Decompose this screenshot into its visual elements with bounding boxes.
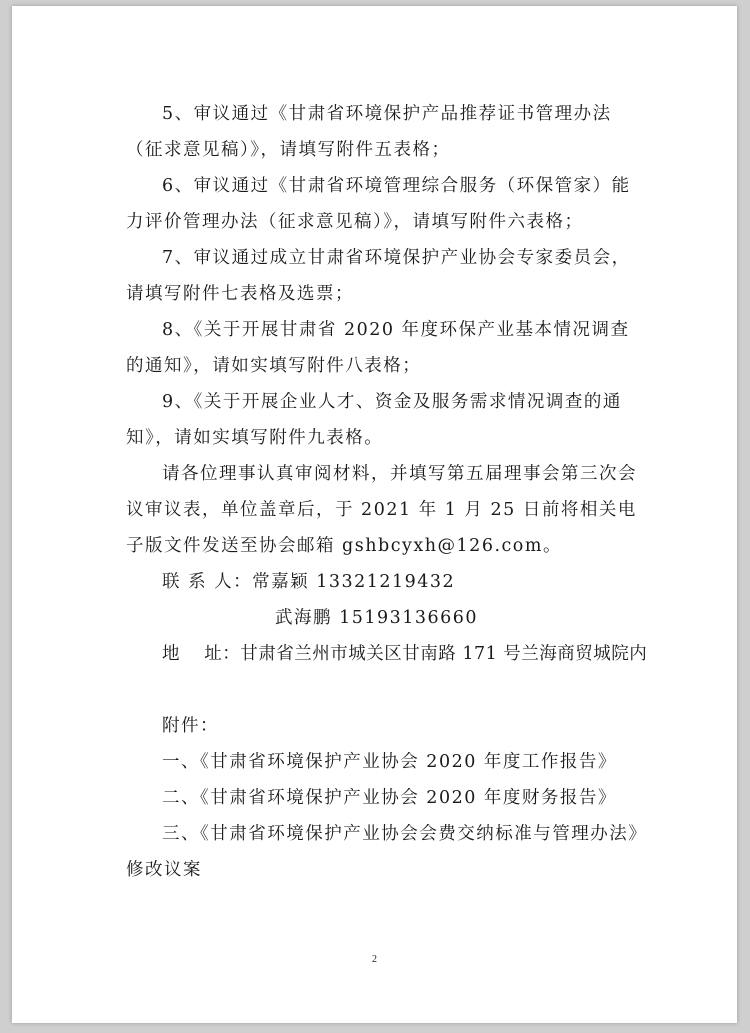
address-label: 地 址： <box>162 644 241 664</box>
contact-person-2: 武海鹏 15193136660 <box>275 608 479 628</box>
contact-line-1 <box>126 564 646 600</box>
contact-line-2 <box>126 600 646 636</box>
instruction-paragraph: 请各位理事认真审阅材料，并填写第五届理事会第三次会议审议表，单位盖章后，于 2021 年 1 月 25 日前将相关电子版文件发送至协会邮箱 gshbcyxh@126.com。 <box>126 464 637 556</box>
item-5: 5、审议通过《甘肃省环境保护产品推荐证书管理办法（征求意见稿）》，请填写附件五表格； <box>126 104 612 160</box>
contact-label: 联 系 人： <box>162 572 253 592</box>
page-number: 2 <box>372 954 377 965</box>
item-9: 9、《关于开展企业人才、资金及服务需求情况调查的通知》，请如实填写附件九表格。 <box>126 392 622 448</box>
spacer <box>126 672 646 708</box>
address-value: 甘肃省兰州市城关区甘南路 171 号兰海商贸城院内 <box>240 644 648 664</box>
attachments-title: 附件： <box>162 716 219 736</box>
attachment-2: 二、《甘肃省环境保护产业协会 2020 年度财务报告》 <box>162 788 617 808</box>
item-7: 7、审议通过成立甘肃省环境保护产业协会专家委员会，请填写附件七表格及选票； <box>126 248 631 304</box>
document-page <box>12 6 737 1023</box>
address-line <box>126 636 646 672</box>
attachment-1: 一、《甘肃省环境保护产业协会 2020 年度工作报告》 <box>162 752 617 772</box>
item-6: 6、审议通过《甘肃省环境管理综合服务（环保管家）能力评价管理办法（征求意见稿）》，请填写附件六表格； <box>126 176 631 232</box>
item-8: 8、《关于开展甘肃省 2020 年度环保产业基本情况调查的通知》，请如实填写附件八表格； <box>126 320 630 376</box>
attachment-3: 三、《甘肃省环境保护产业协会会费交纳标准与管理办法》修改议案 <box>126 824 639 880</box>
contact-person-1: 常嘉颖 13321219432 <box>252 572 456 592</box>
page-content <box>126 96 646 888</box>
